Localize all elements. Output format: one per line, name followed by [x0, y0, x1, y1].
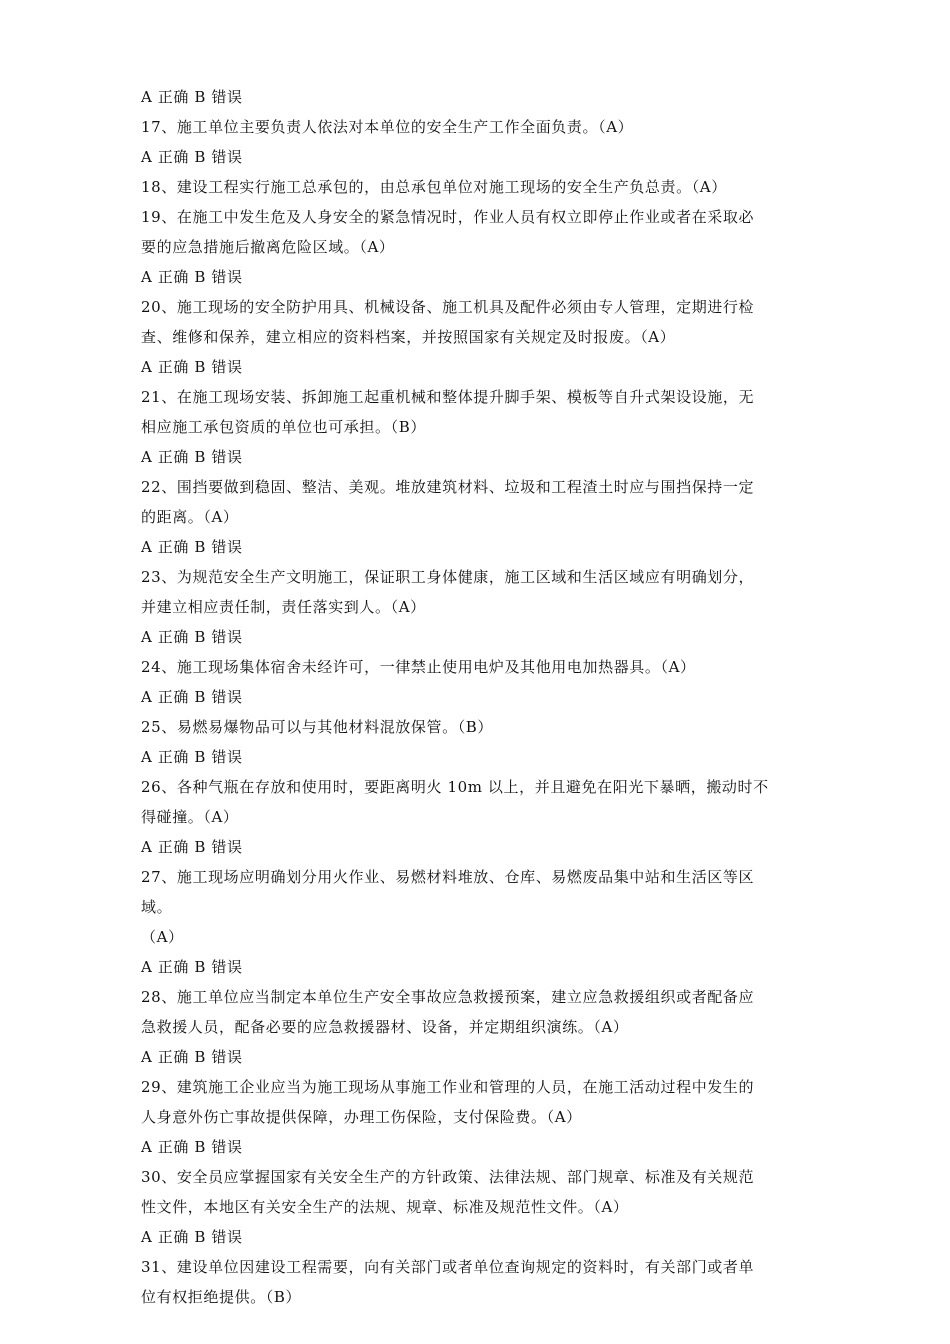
question-27: 27、施工现场应明确划分用火作业、易燃材料堆放、仓库、易燃废品集中站和生活区等区: [141, 868, 755, 886]
text-line: 的距离。（A）: [141, 508, 239, 526]
text-line: 人身意外伤亡事故提供保障，办理工伤保险，支付保险费。（A）: [141, 1108, 582, 1126]
text-line: A 正确 B 错误: [141, 628, 243, 646]
question-26: 26、各种气瓶在存放和使用时，要距离明火 10m 以上，并且避免在阳光下暴晒，搬动时不: [141, 778, 769, 796]
question-19: 19、在施工中发生危及人身安全的紧急情况时，作业人员有权立即停止作业或者在采取必: [141, 208, 755, 226]
question-18: 18、建设工程实行施工总承包的，由总承包单位对施工现场的安全生产负总责。（A）: [141, 178, 727, 196]
question-29: 29、建筑施工企业应当为施工现场从事施工作业和管理的人员，在施工活动过程中发生的: [141, 1078, 755, 1096]
question-30: 30、安全员应掌握国家有关安全生产的方针政策、法律法规、部门规章、标准及有关规范: [141, 1168, 755, 1186]
text-line: 并建立相应责任制，责任落实到人。（A）: [141, 598, 426, 616]
text-line: A 正确 B 错误: [141, 1138, 243, 1156]
text-line: A 正确 B 错误: [141, 268, 243, 286]
text-line: A 正确 B 错误: [141, 448, 243, 466]
text-line: A 正确 B 错误: [141, 358, 243, 376]
text-line: 急救援人员，配备必要的应急救援器材、设备，并定期组织演练。（A）: [141, 1018, 629, 1036]
text-line: A 正确 B 错误: [141, 1228, 243, 1246]
text-line: 查、维修和保养，建立相应的资料档案，并按照国家有关规定及时报废。（A）: [141, 328, 676, 346]
text-line: A 正确 B 错误: [141, 538, 243, 556]
text-line: A 正确 B 错误: [141, 748, 243, 766]
question-20: 20、施工现场的安全防护用具、机械设备、施工机具及配件必须由专人管理，定期进行检: [141, 298, 755, 316]
text-line: A 正确 B 错误: [141, 688, 243, 706]
document-body: [141, 82, 811, 1312]
text-line: A 正确 B 错误: [141, 1048, 243, 1066]
question-31: 31、建设单位因建设工程需要，向有关部门或者单位查询规定的资料时，有关部门或者单: [141, 1258, 755, 1276]
question-22: 22、围挡要做到稳固、整洁、美观。堆放建筑材料、垃圾和工程渣土时应与围挡保持一定: [141, 478, 755, 496]
text-line: 要的应急措施后撤离危险区域。（A）: [141, 238, 395, 256]
text-line: 域。: [141, 898, 173, 916]
question-23: 23、为规范安全生产文明施工，保证职工身体健康，施工区域和生活区域应有明确划分，: [141, 568, 755, 586]
text-line: A 正确 B 错误: [141, 148, 243, 166]
question-17: 17、施工单位主要负责人依法对本单位的安全生产工作全面负责。（A）: [141, 118, 634, 136]
text-line: A 正确 B 错误: [141, 88, 243, 106]
text-line: A 正确 B 错误: [141, 958, 243, 976]
text-line: A 正确 B 错误: [141, 838, 243, 856]
text-line: 位有权拒绝提供。（B）: [141, 1288, 302, 1306]
question-21: 21、在施工现场安装、拆卸施工起重机械和整体提升脚手架、模板等自升式架设设施，无: [141, 388, 755, 406]
text-line: 性文件，本地区有关安全生产的法规、规章、标准及规范性文件。（A）: [141, 1198, 629, 1216]
text-line: （A）: [141, 928, 184, 946]
text-line: 相应施工承包资质的单位也可承担。（B）: [141, 418, 426, 436]
text-line: 得碰撞。（A）: [141, 808, 239, 826]
question-28: 28、施工单位应当制定本单位生产安全事故应急救援预案，建立应急救援组织或者配备应: [141, 988, 755, 1006]
question-24: 24、施工现场集体宿舍未经许可，一律禁止使用电炉及其他用电加热器具。（A）: [141, 658, 696, 676]
question-25: 25、易燃易爆物品可以与其他材料混放保管。（B）: [141, 718, 494, 736]
